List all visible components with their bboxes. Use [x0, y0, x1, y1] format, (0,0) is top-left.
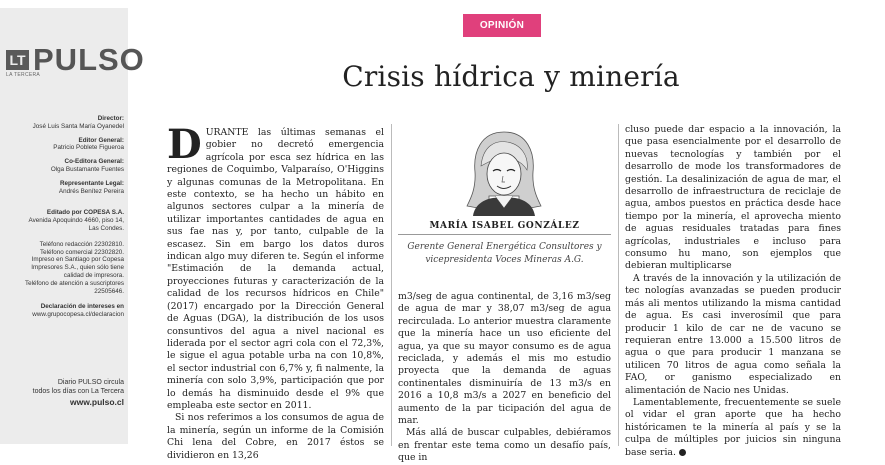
paragraph: Más allá de buscar culpables, debiéramos en frentar este tema como un desafío país, que in: [398, 427, 611, 464]
logo-subtitle: LA TERCERA: [6, 72, 41, 78]
staff-name: José Luis Santa María Oyanedel: [32, 122, 124, 130]
circulation-line: todos los días con La Tercera: [32, 388, 124, 395]
publisher-address: Las Condes.: [88, 224, 124, 232]
circulation-line: Diario PULSO circula: [57, 379, 124, 386]
contact-line: Impresores S.A., quien sólo tiene: [31, 264, 124, 272]
masthead-credits: [4, 115, 124, 319]
author-role: [398, 241, 611, 266]
declaration-label: Declaración de intereses en: [40, 303, 124, 311]
paragraph: Si nos referimos a los consumos de agua de la minería, según un informe de la Comisión Chi lena del Cobre, en 2017 éstos se dividieron en 13,26: [167, 412, 384, 461]
staff-name: Patricio Poblete Figueroa: [53, 144, 124, 152]
paragraph-text: Lamentablemente, frecuentemente se suele ol vidar el gran aporte que ha hecho históricamen te la minería al país y se la culpa de múltiples por juicios sin ninguna base seria.: [625, 396, 841, 458]
staff-role: Editor General:: [78, 136, 124, 144]
website-link[interactable]: www.pulso.cl: [70, 397, 124, 407]
publisher-role: Editado por COPESA S.A.: [46, 209, 124, 217]
contact-line: Teléfono de atención a suscriptores: [24, 279, 124, 287]
contact-line: Impreso en Santiago por Copesa: [31, 256, 124, 264]
staff-name: Olga Bustamante Fuentes: [50, 165, 124, 173]
column-divider: [391, 124, 392, 446]
circulation-note: [4, 378, 124, 407]
declaration-link[interactable]: www.grupocopesa.cl/declaracion: [32, 311, 124, 319]
contact-line: calidad de impresora.: [63, 271, 124, 279]
staff-role: Co-Editora General:: [64, 158, 124, 166]
paragraph: [625, 397, 841, 459]
logo-wordmark: PULSO: [33, 42, 145, 77]
logo-lt-mark: LT: [6, 50, 29, 70]
article-column-1: [167, 121, 384, 462]
contact-line: Teléfono redacción 22302810.: [39, 240, 124, 248]
publisher-address: Avenida Apoquindo 4660, piso 14,: [28, 217, 124, 225]
paragraph: cluso puede dar espacio a la innovación, la que pasa esencialmente por el desarrollo de nuevas tecnologías y también por el desarrollo de mode los transformadores de gestión. La desalinización de agua de mar, el desarrollo de infraestructura de reciclaje de agua, ambos puestos en práctica desde hace tiempo por la minería, el aprovecha miento de aguas residuales tratadas para fines agrícolas, industriales e incluso para consumo hu mano, son ejemplos que debieran multiplicarse: [625, 124, 841, 272]
contact-line: Teléfono comercial 22302820.: [39, 248, 124, 256]
article-column-3: [625, 124, 841, 459]
article-column-2: [398, 291, 611, 465]
staff-role: Director:: [97, 115, 124, 122]
author-role-line: Gerente General Energética Consultores y: [407, 242, 602, 252]
column-divider: [618, 124, 619, 446]
author-name: MARÍA ISABEL GONZÁLEZ: [429, 221, 580, 231]
staff-name: Andrés Benítez Pereira: [58, 187, 124, 195]
paragraph: [167, 121, 384, 412]
masthead-sidebar: [0, 8, 145, 444]
contact-line: 22505646.: [94, 287, 124, 295]
paragraph: A través de la innovación y la utilización de tec nologías avanzadas se pueden producir más ali mentos utilizando la misma cantidad de agua. Es casi inverosímil que para producir 1 kilo de car ne de vacuno se requieran entre 13.000 a 15.500 litros de agua o que para producir 1 manzana se utilicen 70 litros de agua como señala la FAO, or ganismo especializado en alimentación de Nacio nes Unidas.: [625, 272, 841, 396]
paragraph-text: URANTE las últimas semanas el gobier no decretó emergencia agrícola por esca sez hídrica en las regiones de Coquimbo, Valparaíso, O'Higgins y algunas comunas de la Metropolitana. En este contexto, se ha hecho un hábito en algunos sectores culpar a la minería de utilizar importantes cantidades de agua en sus fae nas y, por tanto, culpable de la escasez. Sin em bargo los datos duros indican algo muy diferen te. Según el informe "Estimación de la demanda actual, proyecciones futuras y caracterización de la calidad de los recursos hídricos en Chile" (2017) encargado por la Dirección General de Aguas (DGA), la distribución de los usos consuntivos del agua a nivel nacional es liderada por el sector agri cola con el 72,3%, le sigue el agua potable urba na con 10,8%, el sector industrial con 6,7% y, fi nalmente, la minería con solo 3,9%, participación que por lo demás ha disminuido desde el 9% que empleaba este sector en 2011.: [167, 127, 384, 411]
section-badge: OPINIÓN: [463, 14, 541, 37]
author-portrait-icon: [459, 126, 549, 216]
end-mark-icon: [679, 449, 686, 456]
pulso-logo: [6, 42, 145, 82]
article-headline: Crisis hídrica y minería: [342, 60, 680, 93]
staff-role: Representante Legal:: [59, 179, 124, 187]
paragraph: m3/seg de agua continental, de 3,16 m3/seg de agua de mar y 38,07 m3/seg de agua recirculada. Lo anterior muestra claramente que la minería hace un uso eficiente del agua, ya que su mayor consumo es de agua reciclada, y además el mis mo estudio proyecta que la demanda de aguas continentales disminuiría de 13 m3/s en 2016 a 10,8 m3/s a 2027 en beneficio del aumento de la par ticipación del agua de mar.: [398, 291, 611, 427]
author-divider: [398, 234, 611, 235]
drop-cap: D: [167, 121, 202, 168]
author-role-line: vicepresidenta Voces Mineras A.G.: [425, 254, 584, 265]
author-box: [398, 120, 611, 270]
